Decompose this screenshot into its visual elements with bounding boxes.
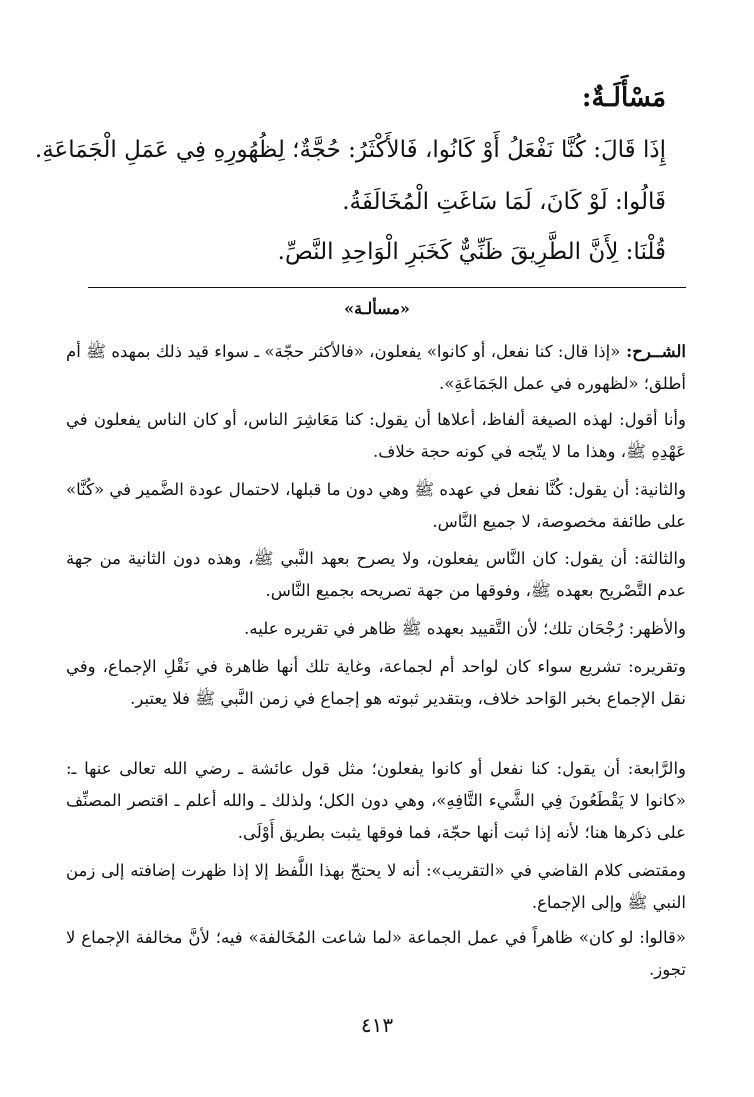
sharh-paragraph-2 xyxy=(66,404,686,468)
sharh-paragraph-8 xyxy=(66,855,686,919)
sharh-paragraph-9 xyxy=(66,922,686,986)
paragraph-text: ومقتضى كلام القاضي في «التقريب»: أنه لا يحتجّ بهذا اللَّفظ إلا إذا ظهرت إضافته إلى زمن النبي ﷺ وإلى الإجماع. xyxy=(66,861,686,912)
matn-heading: مَسْأَلَـةٌ: xyxy=(581,83,666,113)
section-divider xyxy=(88,287,686,288)
matn-line-1: إِذَا قَالَ: كُنَّا نَفْعَلُ أَوْ كَانُوا، فَالأَكْثَرُ: حُجَّةٌ؛ لِظُهُورِهِ فِي عَمَلِ الْجَمَاعَةِ. xyxy=(34,137,666,163)
sharh-paragraph-6 xyxy=(66,651,686,715)
paragraph-text: «قالوا: لو كان» ظاهراً في عمل الجماعة «لما شاعت المُخَالفة» فيه؛ لأنَّ مخالفة الإجماع لا تجوز. xyxy=(66,928,686,979)
paragraph-text: والثالثة: أن يقول: كان النَّاس يفعلون، ولا يصرح بعهد النَّبي ﷺ، وهذه دون الثانية من جهة عدم التَّصْريح بعهده ﷺ، وفوقها من جهة تصريحه بجميع النَّاس. xyxy=(66,549,686,600)
sharh-label: الشــرح: xyxy=(620,342,686,361)
matn-line-3: قُلْنَا: لِأَنَّ الطَّرِيقَ ظَنِّيٌّ كَخَبَرِ الْوَاحِدِ النَّصِّ. xyxy=(277,239,666,265)
paragraph-text: والرَّابعة: أن يقول: كنا نفعل أو كانوا يفعلون؛ مثل قول عائشة ـ رضي الله تعالى عنها ـ: «كانوا لا يَقْطَعُونَ فِي الشَّيء التَّافِهِ»، وهي دون الكل؛ ولذلك ـ والله أعلم ـ اقتصر المصنِّف على ذكرها هنا؛ لأنه إذا ثبت أنها حجّة، فما فوقها يثبت بطريق أَوْلَى. xyxy=(66,759,686,842)
sharh-paragraph-5 xyxy=(66,613,686,645)
paragraph-text: والأظهر: رُجْحَان تلك؛ لأن التَّقييد بعهده ﷺ ظاهر في تقريره عليه. xyxy=(244,619,686,638)
page-number: ٤١٣ xyxy=(360,1013,394,1037)
sharh-paragraph-7 xyxy=(66,753,686,849)
sharh-paragraph-1 xyxy=(66,336,686,400)
sharh-paragraph-4 xyxy=(66,543,686,607)
paragraph-text: وتقريره: تشريع سواء كان لواحد أم لجماعة، وغاية تلك أنها ظاهرة في نَقْلِ الإجماع، وفي نقل الإجماع بخبر الوَاحد خلاف، وبتقدير ثبوته هو إجماع في زمن النَّبي ﷺ فلا يعتبر. xyxy=(66,657,686,708)
sharh-paragraph-3 xyxy=(66,474,686,538)
paragraph-text: «إذا قال: كنا نفعل، أو كانوا» يفعلون، «فالأكثر حجّة» ـ سواء قيد ذلك بمهده ﷺ أم أطلق؛ «لظهوره في عمل الجَمَاعَةِ». xyxy=(66,342,686,393)
matn-line-2: قَالُوا: لَوْ كَانَ، لَمَا سَاغَتِ الْمُخَالَفَةُ. xyxy=(342,189,666,215)
paragraph-text: وأنا أقول: لهذه الصيغة ألفاظ، أعلاها أن يقول: كنا مَعَاشِرَ الناس، أو كان الناس يفعلون في عَهْدِهِ ﷺ، وهذا ما لا يتّجه في كونه حجة خلاف. xyxy=(66,410,686,461)
paragraph-text: والثانية: أن يقول: كُنَّا نفعل في عهده ﷺ وهي دون ما قبلها، لاحتمال عودة الضَّمير في «كُنَّا» على طائفة مخصوصة، لا جميع النَّاس. xyxy=(66,480,686,531)
sharh-heading: «مسألـة» xyxy=(344,299,410,318)
